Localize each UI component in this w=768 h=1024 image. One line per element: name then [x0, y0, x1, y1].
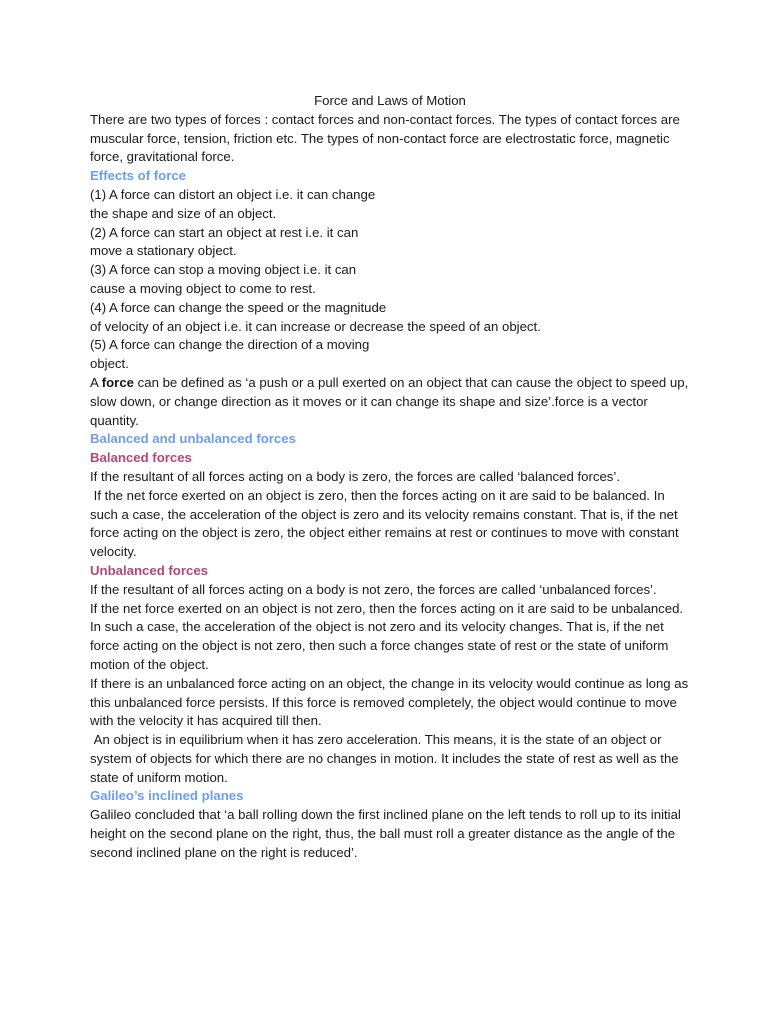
document-title: Force and Laws of Motion	[314, 93, 466, 108]
effects-heading: Effects of force	[90, 168, 186, 184]
effects-line: object.	[90, 356, 129, 372]
effects-line: (1) A force can distort an object i.e. it can change	[90, 186, 376, 202]
balanced-paragraph: If the net force exerted on an object is zero, then the forces acting on it are said to be balanced. In such a case, the acceleration of the object is zero and its velocity remains constant. That is, if the net force acting on the object is zero, the object either remains at rest or continues to move with constant velocity.	[90, 487, 683, 560]
effects-line: (4) A force can change the speed or the magnitude	[90, 299, 387, 315]
effects-line: (5) A force can change the direction of a moving	[90, 337, 370, 353]
galileo-heading: Galileo’s inclined planes	[90, 788, 244, 804]
intro-paragraph: There are two types of forces : contact forces and non-contact forces. The types of contact forces are muscular force, tension, friction etc. The types of non-contact force are electrostatic force, magnetic force, gravitational force.	[90, 111, 680, 165]
unbalanced-paragraph: If there is an unbalanced force acting on an object, the change in its velocity would continue as long as this unbalanced force persists. If this force is removed completely, the object would continue to move with the velocity it has acquired till then.	[90, 675, 689, 729]
balanced-unbalanced-heading: Balanced and unbalanced forces	[90, 431, 296, 447]
unbalanced-paragraph: If the net force exerted on an object is not zero, then the forces acting on it are said to be unbalanced. In such a case, the acceleration of the object is not zero and its velocity changes. That is, if the net force acting on the object is not zero, then such a force changes state of rest or the state of uniform motion of the object.	[90, 600, 684, 672]
effects-line: move a stationary object.	[90, 243, 237, 259]
unbalanced-heading: Unbalanced forces	[90, 562, 208, 578]
document-page	[90, 92, 690, 863]
unbalanced-paragraph: An object is in equilibrium when it has zero acceleration. This means, it is the state of an object or system of objects for which there are no changes in motion. It includes the state of rest as well as the state of uniform motion.	[90, 732, 683, 785]
galileo-paragraph: Galileo concluded that ‘a ball rolling down the first inclined plane on the left tends to roll up to its initial height on the second plane on the right, thus, the ball must roll a greater distance as the angle of the second inclined plane on the right is reduced’.	[90, 807, 681, 860]
effects-line: the shape and size of an object.	[90, 205, 277, 221]
balanced-heading: Balanced forces	[90, 450, 192, 466]
effects-line: cause a moving object to come to rest.	[90, 280, 316, 296]
effects-line: (3) A force can stop a moving object i.e. it can	[90, 262, 357, 278]
balanced-paragraph: If the resultant of all forces acting on a body is zero, the forces are called ‘balanced forces’.	[90, 468, 620, 484]
definition-keyword: force	[101, 374, 134, 390]
unbalanced-paragraph: If the resultant of all forces acting on a body is not zero, the forces are called ‘unbalanced forces’.	[90, 581, 657, 597]
definition-rest: can be defined as ‘a push or a pull exerted on an object that can cause the object to speed up, slow down, or change direction as it moves or it can change its shape and size’.force is a vector quantity.	[90, 374, 689, 428]
effects-line: (2) A force can start an object at rest i.e. it can	[90, 224, 359, 240]
force-definition	[90, 374, 690, 430]
effects-line: of velocity of an object i.e. it can increase or decrease the speed of an object.	[90, 318, 541, 334]
definition-prefix: A	[90, 374, 102, 390]
